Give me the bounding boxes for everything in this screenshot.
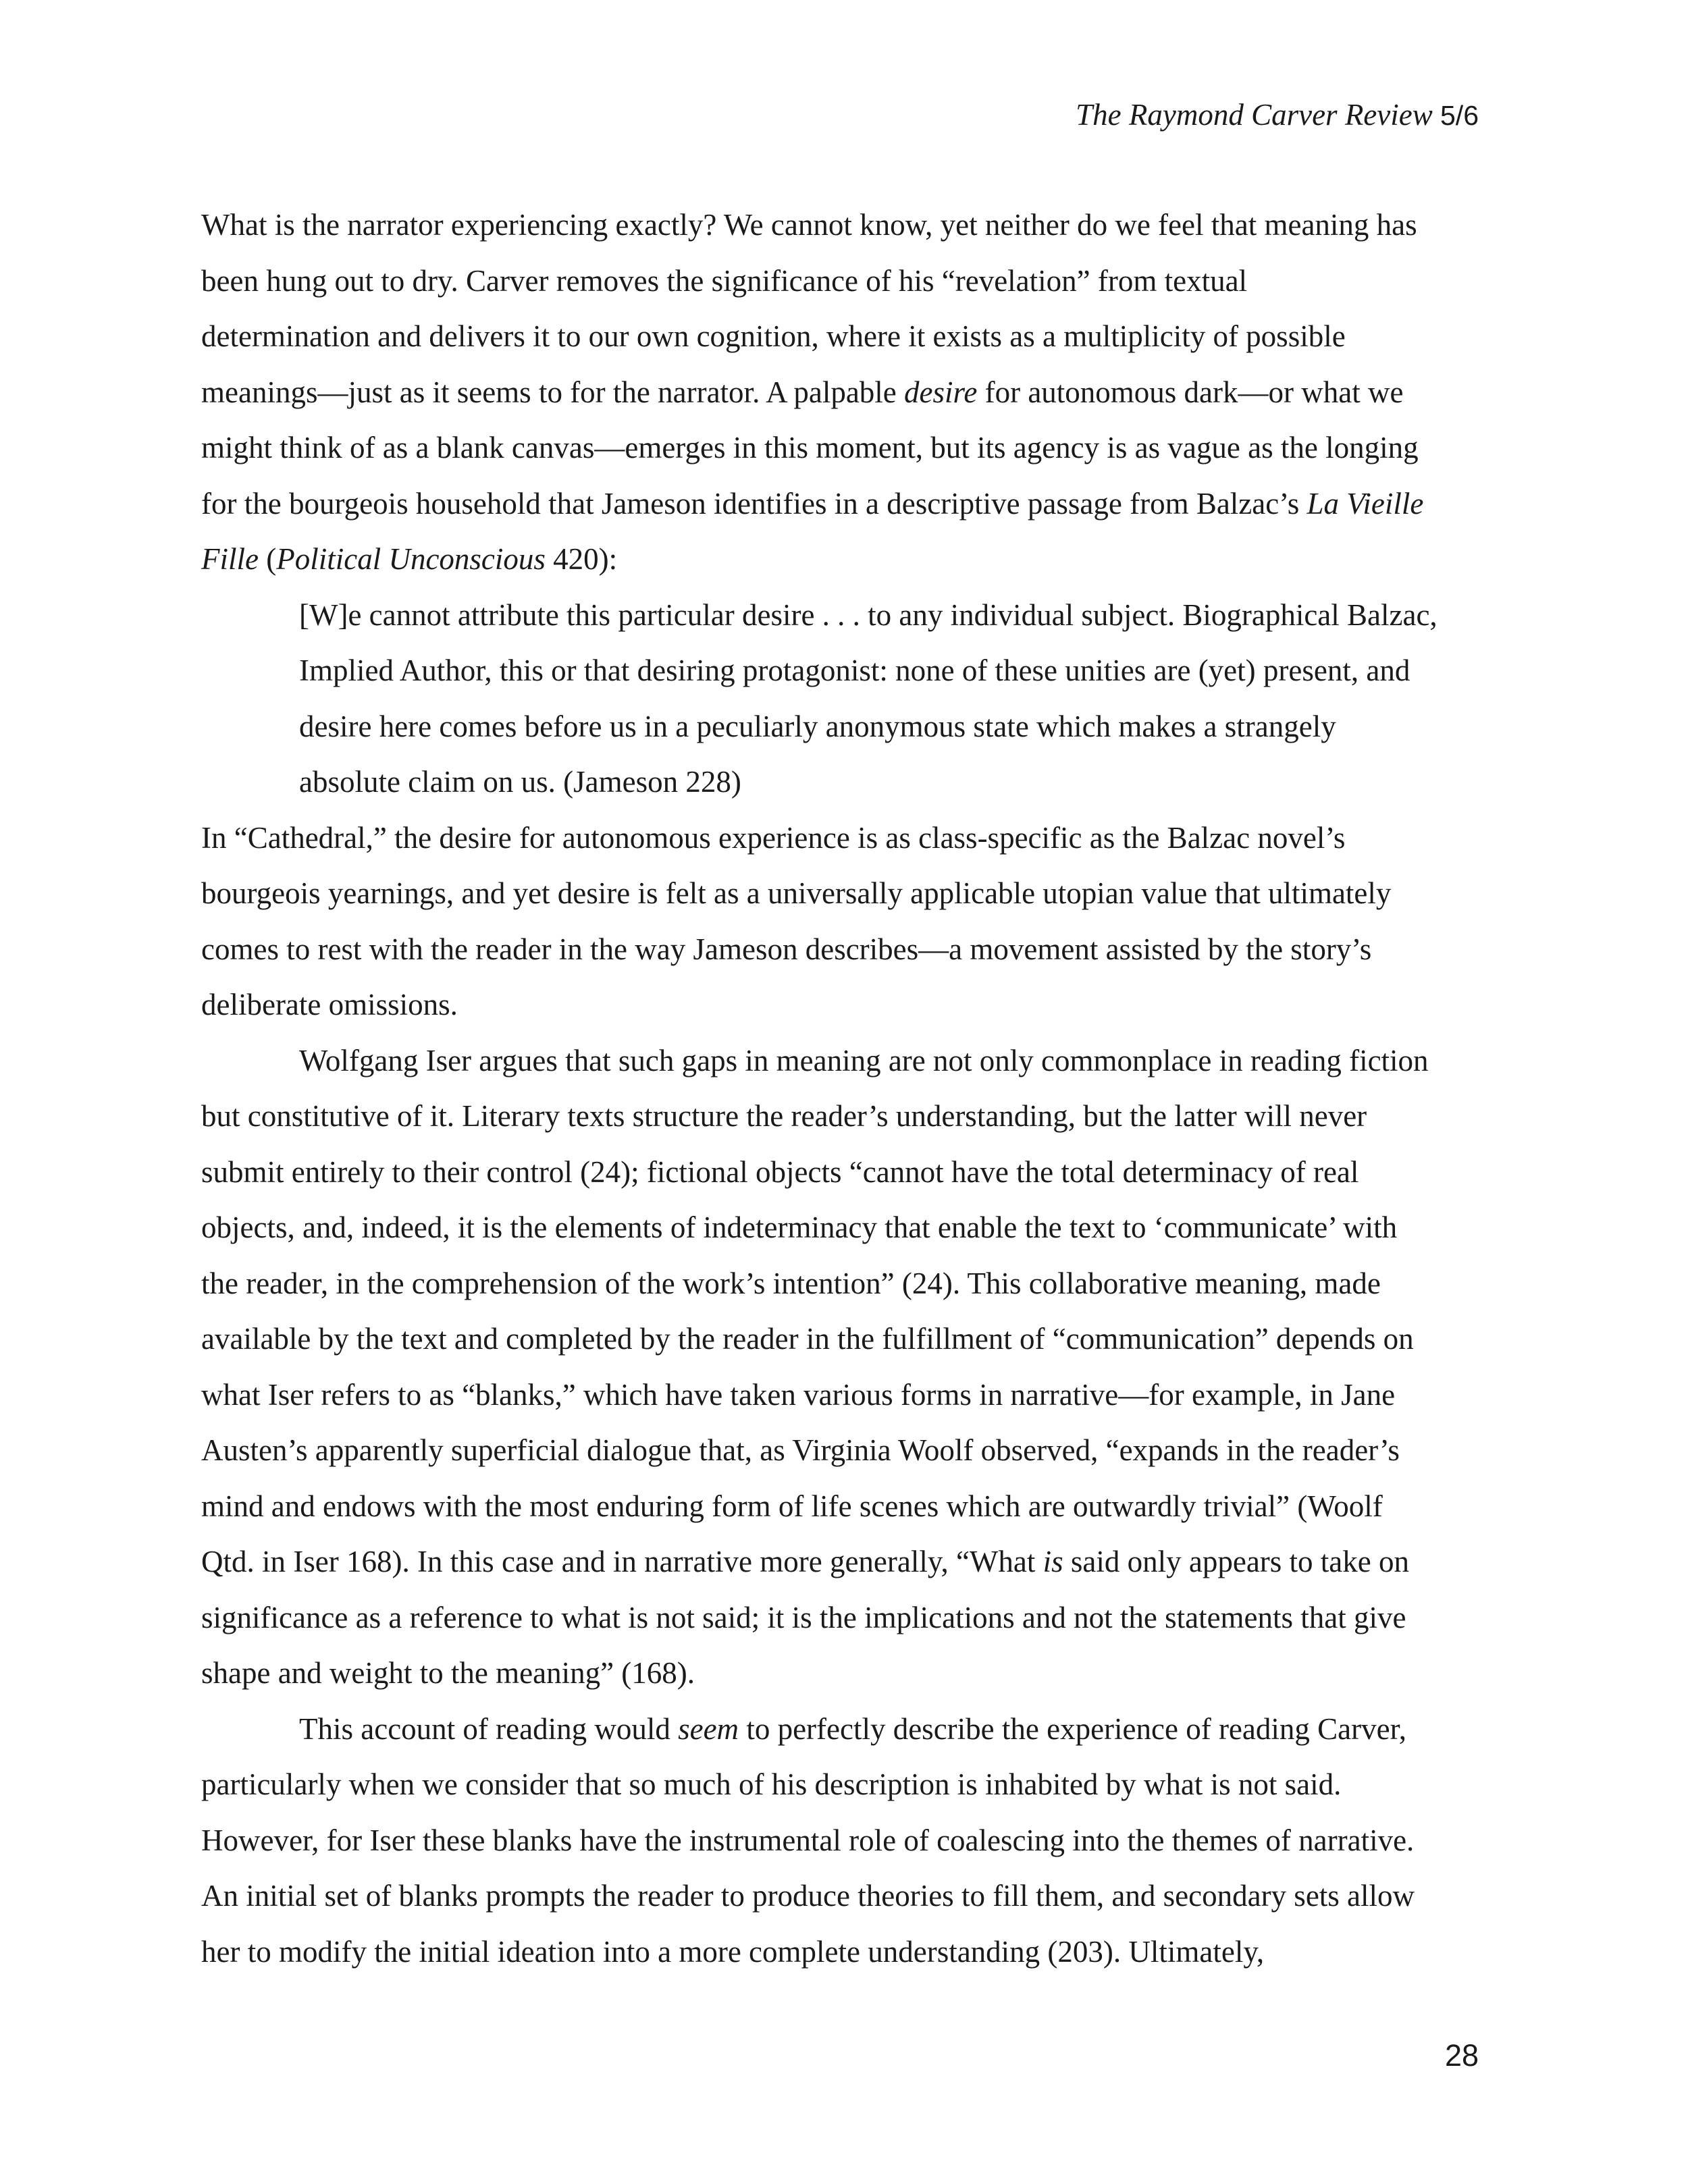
- text-line: [201, 1033, 1484, 1089]
- text-line: [201, 1144, 1484, 1200]
- italic-run: Political Unconscious: [276, 542, 546, 576]
- text-run: meanings—just as it seems to for the narrator. A palpable: [201, 375, 905, 409]
- italic-run: Fille: [201, 542, 259, 576]
- text-run: might think of as a blank canvas—emerges in this moment, but its agency is as vague as the longing: [201, 431, 1419, 464]
- text-run: An initial set of blanks prompts the reader to produce theories to fill them, and secondary sets allow: [201, 1879, 1415, 1913]
- text-run: [W]e cannot attribute this particular desire . . . to any individual subject. Biographical Balzac,: [299, 597, 1438, 632]
- text-run: bourgeois yearnings, and yet desire is felt as a universally applicable utopian value that ultimately: [201, 876, 1392, 910]
- italic-run: La Vieille: [1307, 486, 1424, 521]
- text-run: said only appears to take on: [1063, 1545, 1409, 1578]
- text-line: [201, 1645, 1484, 1701]
- text-run: In “Cathedral,” the desire for autonomous experience is as class-specific as the Balzac novel’s: [201, 820, 1346, 855]
- text-run: mind and endows with the most enduring form of life scenes which are outwardly trivial” (Woolf: [201, 1489, 1383, 1523]
- text-run: for autonomous dark—or what we: [977, 375, 1404, 409]
- text-line: [201, 1868, 1484, 1924]
- text-run: what Iser refers to as “blanks,” which have taken various forms in narrative—for example, in Jane: [201, 1377, 1396, 1412]
- italic-run: desire: [904, 375, 978, 409]
- text-line: [201, 365, 1484, 421]
- text-run: her to modify the initial ideation into a more complete understanding (203). Ultimately,: [201, 1934, 1265, 1969]
- text-line: [201, 587, 1484, 643]
- text-line: [201, 1200, 1484, 1256]
- italic-run: is: [1043, 1545, 1063, 1578]
- text-line: [201, 476, 1484, 532]
- text-line: [201, 1757, 1484, 1813]
- text-run: What is the narrator experiencing exactly? We cannot know, yet neither do we feel that meaning has: [201, 208, 1417, 242]
- page-number: 28: [1444, 2038, 1479, 2073]
- text-run: (: [258, 542, 277, 576]
- text-line: [201, 977, 1484, 1033]
- text-line: [201, 922, 1484, 978]
- text-line: [201, 253, 1484, 309]
- text-line: [201, 531, 1484, 587]
- text-line: [201, 1422, 1484, 1479]
- text-line: [201, 699, 1484, 755]
- text-line: [201, 1701, 1484, 1757]
- text-line: [201, 1256, 1484, 1312]
- text-run: particularly when we consider that so much of his description is inhabited by what is not said.: [201, 1767, 1342, 1801]
- text-line: [201, 1924, 1484, 1980]
- text-line: [201, 1367, 1484, 1423]
- text-run: desire here comes before us in a peculiarly anonymous state which makes a strangely: [299, 709, 1336, 743]
- text-line: [201, 420, 1484, 476]
- text-run: 420):: [545, 542, 618, 576]
- text-run: This account of reading would: [299, 1711, 679, 1746]
- text-line: [201, 754, 1484, 810]
- text-run: the reader, in the comprehension of the work’s intention” (24). This collaborative meaning, made: [201, 1266, 1381, 1300]
- text-run: submit entirely to their control (24); fictional objects “cannot have the total determinacy of real: [201, 1154, 1359, 1189]
- text-run: deliberate omissions.: [201, 988, 458, 1021]
- body-text: [201, 197, 1484, 1979]
- text-line: [201, 1088, 1484, 1144]
- text-line: [201, 1479, 1484, 1535]
- text-line: [201, 810, 1484, 866]
- text-run: available by the text and completed by the reader in the fulfillment of “communication” depends on: [201, 1322, 1414, 1356]
- text-run: for the bourgeois household that Jameson identifies in a descriptive passage from Balzac’s: [201, 486, 1307, 521]
- text-run: Wolfgang Iser argues that such gaps in meaning are not only commonplace in reading fiction: [299, 1043, 1429, 1077]
- text-run: determination and delivers it to our own cognition, where it exists as a multiplicity of possible: [201, 319, 1346, 353]
- text-run: Qtd. in Iser 168). In this case and in narrative more generally, “What: [201, 1545, 1043, 1578]
- text-line: [201, 309, 1484, 365]
- text-line: [201, 1534, 1484, 1590]
- text-run: Austen’s apparently superficial dialogue that, as Virginia Woolf observed, “expands in the reader’s: [201, 1433, 1400, 1467]
- text-run: but constitutive of it. Literary texts structure the reader’s understanding, but the latter will never: [201, 1099, 1367, 1133]
- text-line: [201, 197, 1484, 253]
- issue-number: 5/6: [1440, 100, 1479, 131]
- text-run: been hung out to dry. Carver removes the significance of his “revelation” from textual: [201, 263, 1248, 298]
- text-run: shape and weight to the meaning” (168).: [201, 1656, 695, 1690]
- text-line: [201, 1813, 1484, 1869]
- text-run: comes to rest with the reader in the way Jameson describes—a movement assisted by the story’s: [201, 932, 1372, 966]
- running-head: [1076, 95, 1479, 136]
- text-line: [201, 1311, 1484, 1367]
- italic-run: seem: [678, 1711, 739, 1746]
- text-run: to perfectly describe the experience of reading Carver,: [739, 1711, 1407, 1746]
- text-run: Implied Author, this or that desiring protagonist: none of these unities are (yet) present, and: [299, 654, 1410, 687]
- text-run: absolute claim on us. (Jameson 228): [299, 765, 741, 799]
- text-line: [201, 1590, 1484, 1646]
- text-run: objects, and, indeed, it is the elements of indeterminacy that enable the text to ‘communicate’ with: [201, 1210, 1398, 1244]
- text-run: However, for Iser these blanks have the instrumental role of coalescing into the themes of narrative.: [201, 1823, 1415, 1857]
- text-run: significance as a reference to what is not said; it is the implications and not the statements that give: [201, 1600, 1406, 1634]
- text-line: [201, 643, 1484, 699]
- journal-title: The Raymond Carver Review: [1076, 98, 1433, 132]
- text-line: [201, 865, 1484, 922]
